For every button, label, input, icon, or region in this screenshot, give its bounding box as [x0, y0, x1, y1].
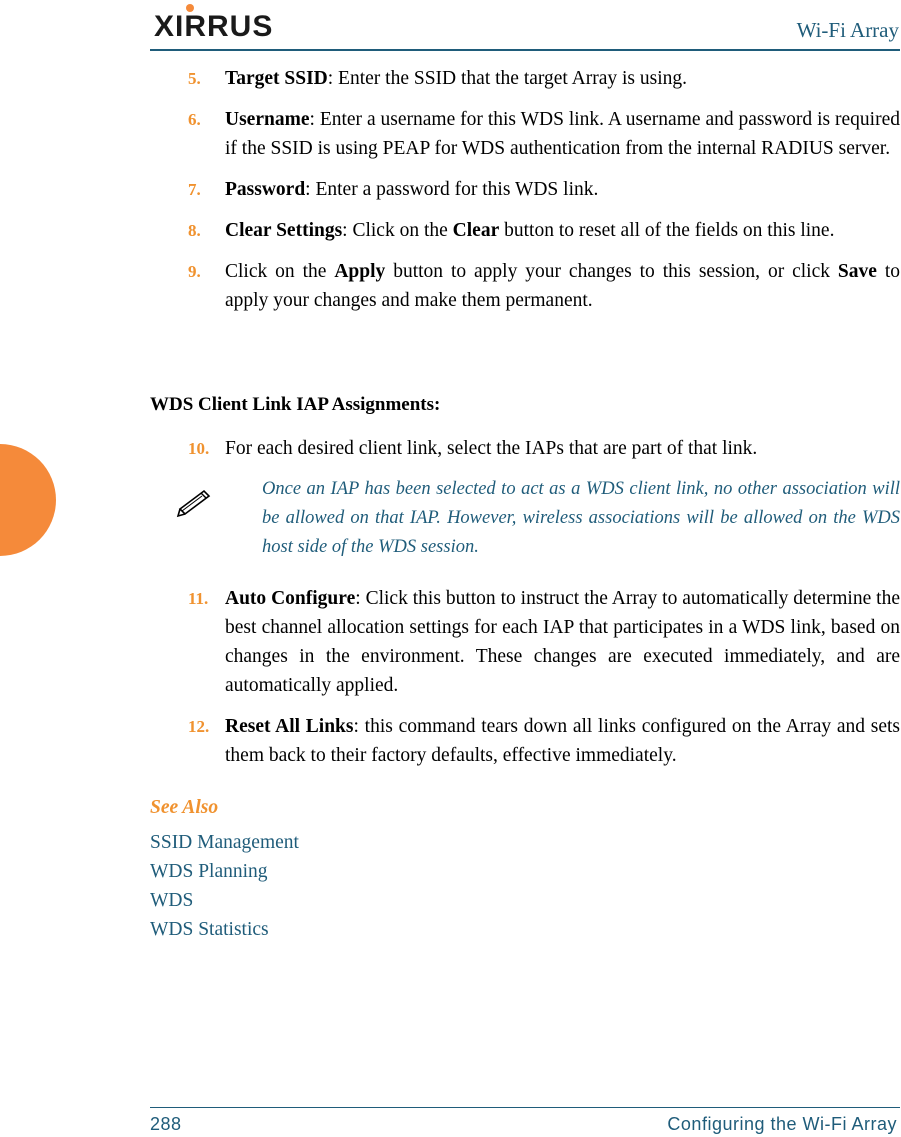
step-text: Reset All Links: this command tears down all links configured on the Array and sets them back to their factory defaults, effective immediately.	[225, 716, 900, 766]
footer-section-title: Configuring the Wi-Fi Array	[667, 1114, 897, 1134]
steps-list-step10	[188, 434, 900, 475]
chapter-tab	[0, 444, 56, 556]
link-wds-planning[interactable]: WDS Planning	[150, 861, 268, 882]
see-also-links	[150, 828, 299, 944]
note-text: Once an IAP has been selected to act as a WDS client link, no other association will be allowed on that IAP. However, wireless associations will be allowed on the WDS host side of the WDS session.	[262, 479, 900, 557]
page-number: 288	[150, 1114, 182, 1134]
step-number: 9.	[188, 262, 201, 281]
step-number: 5.	[188, 69, 201, 88]
list-item	[188, 584, 900, 700]
xirrus-logo	[154, 2, 314, 44]
link-ssid-management[interactable]: SSID Management	[150, 832, 299, 853]
step-text: Target SSID: Enter the SSID that the target Array is using.	[225, 68, 688, 89]
note-block	[170, 475, 900, 562]
section-subheading: WDS Client Link IAP Assignments:	[150, 394, 441, 415]
link-wds[interactable]: WDS	[150, 890, 194, 911]
step-number: 7.	[188, 180, 201, 199]
pencil-note-icon	[170, 475, 262, 562]
step-number: 12.	[188, 717, 210, 736]
logo-text: XIRRUS	[154, 10, 274, 43]
step-number: 10.	[188, 439, 210, 458]
see-also-title: See Also	[150, 797, 219, 818]
list-item	[188, 434, 900, 463]
header-rule	[150, 49, 900, 51]
steps-list-a	[188, 64, 900, 327]
list-item	[188, 105, 900, 163]
step-number: 11.	[188, 589, 209, 608]
list-item	[188, 64, 900, 93]
step-text: Password: Enter a password for this WDS link.	[225, 179, 599, 200]
header-title: Wi-Fi Array	[796, 18, 899, 42]
step-text: Auto Configure: Click this button to instruct the Array to automatically determine the best channel allocation settings for each IAP that participates in a WDS link, based on changes in the environment. These changes are executed immediately, and are automatically applied.	[225, 588, 900, 696]
step-number: 8.	[188, 221, 201, 240]
list-item	[188, 712, 900, 770]
link-wds-statistics[interactable]: WDS Statistics	[150, 919, 269, 940]
steps-list-b	[188, 584, 900, 782]
list-item	[188, 175, 900, 204]
step-number: 6.	[188, 110, 201, 129]
list-item	[188, 257, 900, 315]
footer-rule	[150, 1107, 900, 1108]
step-text: For each desired client link, select the IAPs that are part of that link.	[225, 438, 758, 459]
step-text: Username: Enter a username for this WDS link. A username and password is required if the SSID is using PEAP for WDS authentication from the internal RADIUS server.	[225, 109, 900, 159]
list-item	[188, 216, 900, 245]
step-text: Clear Settings: Click on the Clear button to reset all of the fields on this line.	[225, 220, 835, 241]
step-text: Click on the Apply button to apply your changes to this session, or click Save to apply your changes and make them permanent.	[225, 261, 901, 311]
